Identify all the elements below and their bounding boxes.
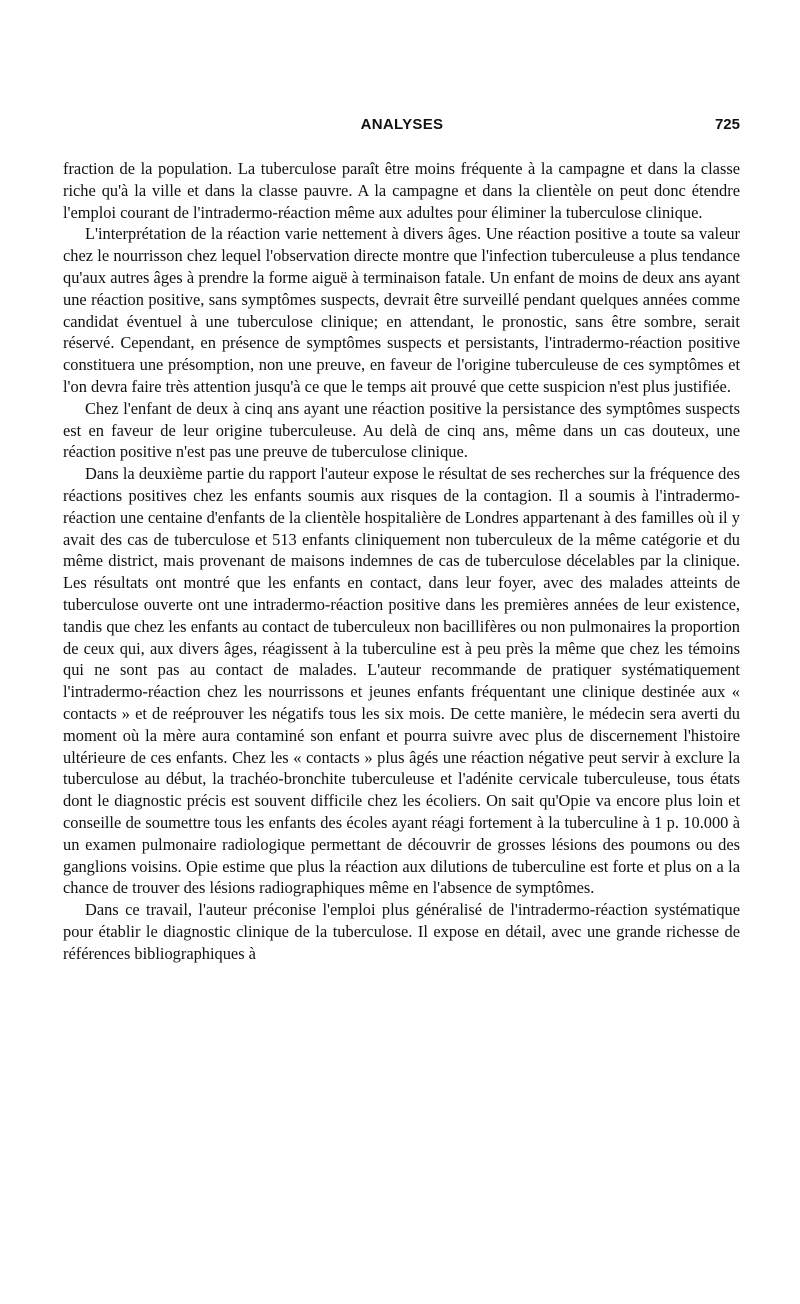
body-text xyxy=(63,158,740,964)
paragraph-4: Dans la deuxième partie du rapport l'auteur expose le résultat de ses recherches sur la fréquence des réactions positives chez les enfants soumis aux risques de la contagion. Il a soumis à l'intradermo-réaction une centaine d'enfants de la clientèle hospitalière de Londres appartenant à des familles où il y avait des cas de tuberculose et 513 enfants cliniquement non tuberculeux de la même catégorie et du même district, mais provenant de maisons indemnes de cas de tuberculose décelables par la clinique. Les résultats ont montré que les enfants en contact, dans leur foyer, avec des malades atteints de tuberculose ouverte ont une intradermo-réaction positive dans les premières années de leur existence, tandis que chez les enfants au contact de tuberculeux non bacillifères ou non pulmonaires la proportion de ceux qui, aux divers âges, réagissent à la tuberculine est à peu près la même que chez les témoins qui ne sont pas au contact de malades. L'auteur recommande de pratiquer systématiquement l'intradermo-réaction chez les nourrissons et jeunes enfants fréquentant une clinique destinée aux « contacts » et de reéprouver les négatifs tous les six mois. De cette manière, le médecin sera averti du moment où la mère aura contaminé son enfant et pourra suivre avec plus de discernement l'histoire ultérieure de ces enfants. Chez les « contacts » plus âgés une réaction négative peut servir à exclure la tuberculose au début, la trachéo-bronchite tuberculeuse et l'adénite cervicale tuberculeuse, tous états dont le diagnostic précis est souvent difficile chez les écoliers. On sait qu'Opie va encore plus loin et conseille de soumettre tous les enfants des écoles ayant réagi fortement à la tuberculine à 1 p. 10.000 à un examen pulmonaire radiologique permettant de découvrir de grosses lésions des poumons ou des ganglions voisins. Opie estime que plus la réaction aux dilutions de tuberculine est forte et plus on a la chance de trouver des lésions radiographiques même en l'absence de symptômes. xyxy=(63,464,740,898)
paragraph-1: fraction de la population. La tuberculose paraît être moins fréquente à la campagne et dans la classe riche qu'à la ville et dans la classe pauvre. A la campagne et dans la clientèle on peut donc étendre l'emploi courant de l'intradermo-réaction même aux adultes pour éliminer la tuberculose clinique. xyxy=(63,159,740,222)
page-number: 725 xyxy=(714,116,740,133)
running-title: ANALYSES xyxy=(360,116,444,133)
paragraph-5: Dans ce travail, l'auteur préconise l'emploi plus généralisé de l'intradermo-réaction systématique pour établir le diagnostic clinique de la tuberculose. Il expose en détail, avec une grande richesse de références bibliographiques à xyxy=(63,900,740,963)
paragraph-2: L'interprétation de la réaction varie nettement à divers âges. Une réaction positive a toute sa valeur chez le nourrisson chez lequel l'observation directe montre que l'infection tuberculeuse a plus tendance qu'aux autres âges à prendre la forme aiguë à terminaison fatale. Un enfant de moins de deux ans ayant une réaction positive, sans symptômes suspects, devrait être surveillé pendant quelques années comme candidat éventuel à une tuberculose clinique; en attendant, le pronostic, sans être sombre, serait réservé. Cependant, en présence de symptômes suspects et persistants, l'intradermo-réaction positive constituera une présomption, non une preuve, en faveur de l'origine tuberculeuse de ces symptômes et l'on devra faire très attention jusqu'à ce que le temps ait prouvé que cette suspicion n'est plus justifiée. xyxy=(63,224,740,396)
running-header xyxy=(62,116,742,138)
paragraph-3: Chez l'enfant de deux à cinq ans ayant une réaction positive la persistance des symptômes suspects est en faveur de leur origine tuberculeuse. Au delà de cinq ans, même dans un cas douteux, une réaction positive n'est pas une preuve de tuberculose clinique. xyxy=(63,398,740,462)
